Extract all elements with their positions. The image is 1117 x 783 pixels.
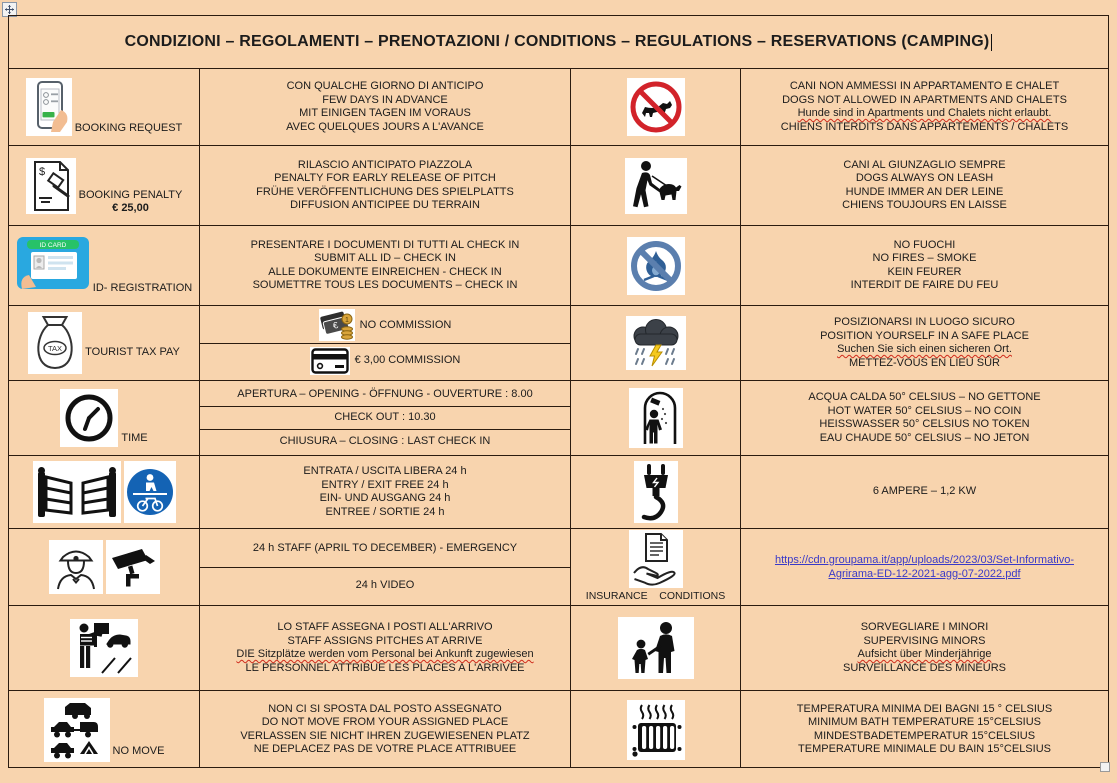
no-commission-subrow	[200, 308, 570, 343]
svg-text:1: 1	[344, 317, 349, 325]
no-fire-sign-icon	[627, 237, 685, 295]
table-row	[9, 528, 1108, 605]
text-line: DOGS ALWAYS ON LEASH	[855, 172, 994, 184]
id-registration-text-cell	[200, 226, 571, 305]
svg-text:€: €	[331, 320, 339, 332]
text-line: LO STAFF ASSEGNA I POSTI ALL'ARRIVO	[277, 621, 493, 633]
text-line: DO NOT MOVE FROM YOUR ASSIGNED PLACE	[261, 716, 509, 728]
table-row	[9, 305, 1108, 380]
text-line: NE DEPLACEZ PAS DE VOTRE PLACE ATTRIBUEE	[253, 743, 517, 755]
no-fire-text-cell	[741, 226, 1108, 305]
card-commission-text: € 3,00 COMMISSION	[354, 354, 461, 366]
traffic-controller-icon	[70, 619, 138, 677]
table-row	[9, 68, 1108, 145]
vehicles-icon	[44, 698, 110, 762]
id-card-icon	[16, 236, 90, 295]
text-line: CANI NON AMMESSI IN APPARTAMENTO E CHALET	[789, 80, 1060, 92]
staff-video-cell	[9, 529, 200, 605]
closing-text: CHIUSURA – CLOSING : LAST CHECK IN	[279, 434, 491, 447]
text-line-german: Hunde sind in Apartments und Chalets nicht erlaubt.	[797, 107, 1052, 119]
no-move-cell	[9, 691, 200, 768]
text-line: SUBMIT ALL ID – CHECK IN	[314, 252, 456, 264]
text-line: POSIZIONARSI IN LUOGO SICURO	[834, 316, 1015, 328]
dog-leash-icon-cell	[571, 146, 741, 225]
checkout-subrow	[200, 406, 570, 430]
text-line: FEW DAYS IN ADVANCE	[322, 93, 448, 106]
shower-icon-cell	[571, 381, 741, 455]
text-line: NO FIRES – SMOKE	[872, 252, 977, 264]
booking-penalty-label-group	[79, 189, 183, 221]
tourist-tax-label: TOURIST TAX PAY	[85, 345, 180, 358]
text-line: ENTRATA / USCITA LIBERA 24 h	[303, 465, 467, 477]
staff-assign-cell	[9, 606, 200, 690]
credit-card-icon	[310, 347, 350, 375]
checkout-text: CHECK OUT : 10.30	[334, 411, 436, 424]
insurance-link-line[interactable]: Agrirama-ED-12-2021-agg-07-2022.pdf	[828, 568, 1021, 580]
opening-text: APERTURA – OPENING - ÖFFNUNG - OUVERTURE : 8.00	[237, 387, 533, 400]
surveillance-camera-icon	[106, 540, 160, 594]
text-line: MIT EINIGEN TAGEN IM VORAUS	[299, 107, 471, 119]
text-line: CHIENS INTERDITS DANS APPARTEMENTS / CHALETS	[780, 120, 1069, 133]
power-plug-icon	[634, 461, 678, 523]
text-line: SOUMETTRE TOUS LES DOCUMENTS – CHECK IN	[252, 279, 518, 291]
text-line-german: Suchen Sie sich einen sicheren Ort.	[837, 343, 1012, 355]
tax-money-bag-icon	[28, 312, 82, 374]
text-line-german: Aufsicht über Minderjährige	[857, 648, 992, 660]
tourist-tax-cell	[9, 306, 200, 380]
booking-request-label: BOOKING REQUEST	[74, 122, 183, 134]
text-line: EIN- UND AUSGANG 24 h	[319, 492, 451, 504]
opening-subrow	[200, 383, 570, 406]
id-registration-label: ID- REGISTRATION	[92, 282, 193, 294]
no-dogs-sign-icon	[627, 78, 685, 136]
text-line: VERLASSEN SIE NICHT IHREN ZUGEWIESENEN PLATZ	[240, 729, 530, 742]
bath-temp-text-cell	[741, 691, 1108, 768]
text-line: LE PERSONNEL ATTRIBUE LES PLACES A L'ARRIVEE	[245, 661, 525, 674]
text-line: ENTRY / EXIT FREE 24 h	[321, 478, 449, 491]
insurance-document-hand-icon	[629, 530, 683, 588]
cash-coins-icon	[319, 309, 355, 341]
insurance-cell	[571, 529, 741, 605]
staff-assign-text-cell	[200, 606, 571, 690]
insurance-link-line[interactable]: https://cdn.groupama.it/app/uploads/2023/03/Set-Informativo-	[774, 554, 1074, 566]
dog-leash-text-cell	[741, 146, 1108, 225]
text-line: POSITION YOURSELF IN A SAFE PLACE	[820, 329, 1029, 342]
text-line: INTERDIT DE FAIRE DU FEU	[850, 279, 999, 291]
table-row	[9, 380, 1108, 455]
conditions-table	[8, 15, 1109, 768]
booking-request-text-cell	[200, 69, 571, 145]
insurance-link-cell	[741, 529, 1108, 605]
text-line: NON CI SI SPOSTA DAL POSTO ASSEGNATO	[268, 702, 502, 715]
text-line: CANI AL GIUNZAGLIO SEMPRE	[843, 158, 1006, 171]
text-line: SORVEGLIARE I MINORI	[860, 621, 989, 633]
closing-subrow	[200, 429, 570, 453]
id-registration-cell	[9, 226, 200, 305]
text-line: ALLE DOKUMENTE EINREICHEN - CHECK IN	[268, 265, 502, 278]
table-row	[9, 455, 1108, 528]
storm-icon-cell	[571, 306, 741, 380]
text-line: TEMPERATURA MINIMA DEI BAGNI 15 ° CELSIUS	[796, 702, 1053, 715]
svg-text:TAX: TAX	[48, 344, 63, 353]
text-line: MINIMUM BATH TEMPERATURE 15°CELSIUS	[808, 716, 1041, 728]
hot-water-text-cell	[741, 381, 1108, 455]
penalty-amount: € 25,00	[112, 202, 149, 214]
text-line: CON QUALCHE GIORNO DI ANTICIPO	[286, 80, 484, 92]
staff-video-text-cell	[200, 529, 571, 605]
text-line: AVEC QUELQUES JOURS A L'AVANCE	[286, 120, 484, 133]
text-line: KEIN FEURER	[887, 265, 962, 278]
clock-icon	[60, 389, 118, 447]
penalty-document-gavel-icon	[26, 158, 76, 214]
police-officer-icon	[49, 540, 103, 594]
text-line: ACQUA CALDA 50° CELSIUS – NO GETTONE	[808, 391, 1041, 403]
text-line: MINDESTBADETEMPERATUR 15°CELSIUS	[813, 729, 1036, 742]
no-dogs-text-cell	[741, 69, 1108, 145]
text-line-german: DIE Sitzplätze werden vom Personal bei Ankunft zugewiesen	[236, 648, 534, 660]
ampere-text: 6 AMPERE – 1,2 KW	[872, 485, 977, 498]
text-line: PENALTY FOR EARLY RELEASE OF PITCH	[274, 172, 496, 184]
svg-text:ID CARD: ID CARD	[39, 242, 67, 249]
minors-text-cell	[741, 606, 1108, 690]
shower-icon	[629, 388, 683, 448]
text-line: HUNDE IMMER AN DER LEINE	[845, 185, 1004, 198]
text-line: PRESENTARE I DOCUMENTI DI TUTTI AL CHECK IN	[250, 238, 520, 251]
booking-penalty-cell	[9, 146, 200, 225]
commission-cell	[200, 306, 571, 380]
table-resize-handle[interactable]	[1100, 762, 1110, 772]
text-line: SUPERVISING MINORS	[863, 634, 986, 647]
text-line: HEISSWASSER 50° CELSIUS NO TOKEN	[819, 418, 1030, 430]
time-label: TIME	[121, 432, 148, 444]
text-line: CHIENS TOUJOURS EN LAISSE	[842, 199, 1007, 211]
text-line: TEMPERATURE MINIMALE DU BAIN 15°CELSIUS	[798, 743, 1051, 755]
entry-exit-cell	[9, 456, 200, 528]
entrance-gates-icon	[33, 461, 121, 523]
plug-icon-cell	[571, 456, 741, 528]
text-line: METTEZ-VOUS EN LIEU SÛR	[849, 356, 1000, 369]
booking-request-cell	[9, 69, 200, 145]
table-row	[9, 690, 1108, 768]
entry-exit-text-cell	[200, 456, 571, 528]
table-row	[9, 225, 1108, 305]
dog-on-leash-icon	[625, 158, 687, 214]
radiator-icon-cell	[571, 691, 741, 768]
card-commission-subrow	[200, 343, 570, 379]
text-line: DOGS NOT ALLOWED IN APARTMENTS AND CHALETS	[782, 93, 1067, 106]
time-cell	[9, 381, 200, 455]
insurance-label: INSURANCE CONDITIONS	[585, 590, 726, 602]
text-line: DIFFUSION ANTICIPEE DU TERRAIN	[290, 199, 480, 211]
title-row	[9, 16, 1108, 68]
svg-text:$: $	[38, 165, 45, 178]
page-title: CONDIZIONI – REGOLAMENTI – PRENOTAZIONI / CONDITIONS – REGULATIONS – RESERVATIONS (CAMPING)	[124, 33, 990, 50]
text-line: EAU CHAUDE 50° CELSIUS – NO JETON	[819, 431, 1030, 444]
video-text: 24 h VIDEO	[355, 578, 415, 591]
text-line: NO FUOCHI	[893, 238, 956, 251]
minors-icon-cell	[571, 606, 741, 690]
text-line: RILASCIO ANTICIPATO PIAZZOLA	[297, 158, 473, 171]
table-row	[9, 145, 1108, 225]
text-line: HOT WATER 50° CELSIUS – NO COIN	[827, 404, 1022, 417]
no-fire-icon-cell	[571, 226, 741, 305]
pedestrian-bicycle-sign-icon	[124, 461, 176, 523]
insurance-link[interactable]	[745, 553, 1104, 581]
safe-place-text-cell	[741, 306, 1108, 380]
no-move-text-cell	[200, 691, 571, 768]
text-line: FRÜHE VERÖFFENTLICHUNG DES SPIELPLATTS	[256, 185, 514, 198]
staff-text: 24 h STAFF (APRIL TO DECEMBER) - EMERGENCY	[252, 542, 518, 554]
no-dogs-icon-cell	[571, 69, 741, 145]
video-subrow	[200, 567, 570, 604]
radiator-icon	[627, 700, 685, 760]
no-commission-text: NO COMMISSION	[359, 318, 452, 331]
text-line: STAFF ASSIGNS PITCHES AT ARRIVE	[287, 634, 483, 647]
booking-penalty-label: BOOKING PENALTY	[78, 189, 183, 201]
table-row	[9, 605, 1108, 690]
booking-penalty-text-cell	[200, 146, 571, 225]
text-cursor	[991, 34, 992, 51]
smartphone-booking-icon	[26, 78, 72, 136]
time-text-cell	[200, 381, 571, 455]
text-line: SURVEILLANCE DES MINEURS	[842, 661, 1006, 674]
staff-subrow	[200, 531, 570, 567]
adult-child-icon	[618, 617, 694, 679]
storm-cloud-lightning-icon	[626, 316, 686, 370]
ampere-text-cell	[741, 456, 1108, 528]
text-line: ENTREE / SORTIE 24 h	[325, 505, 445, 518]
no-move-label: NO MOVE	[112, 745, 165, 757]
